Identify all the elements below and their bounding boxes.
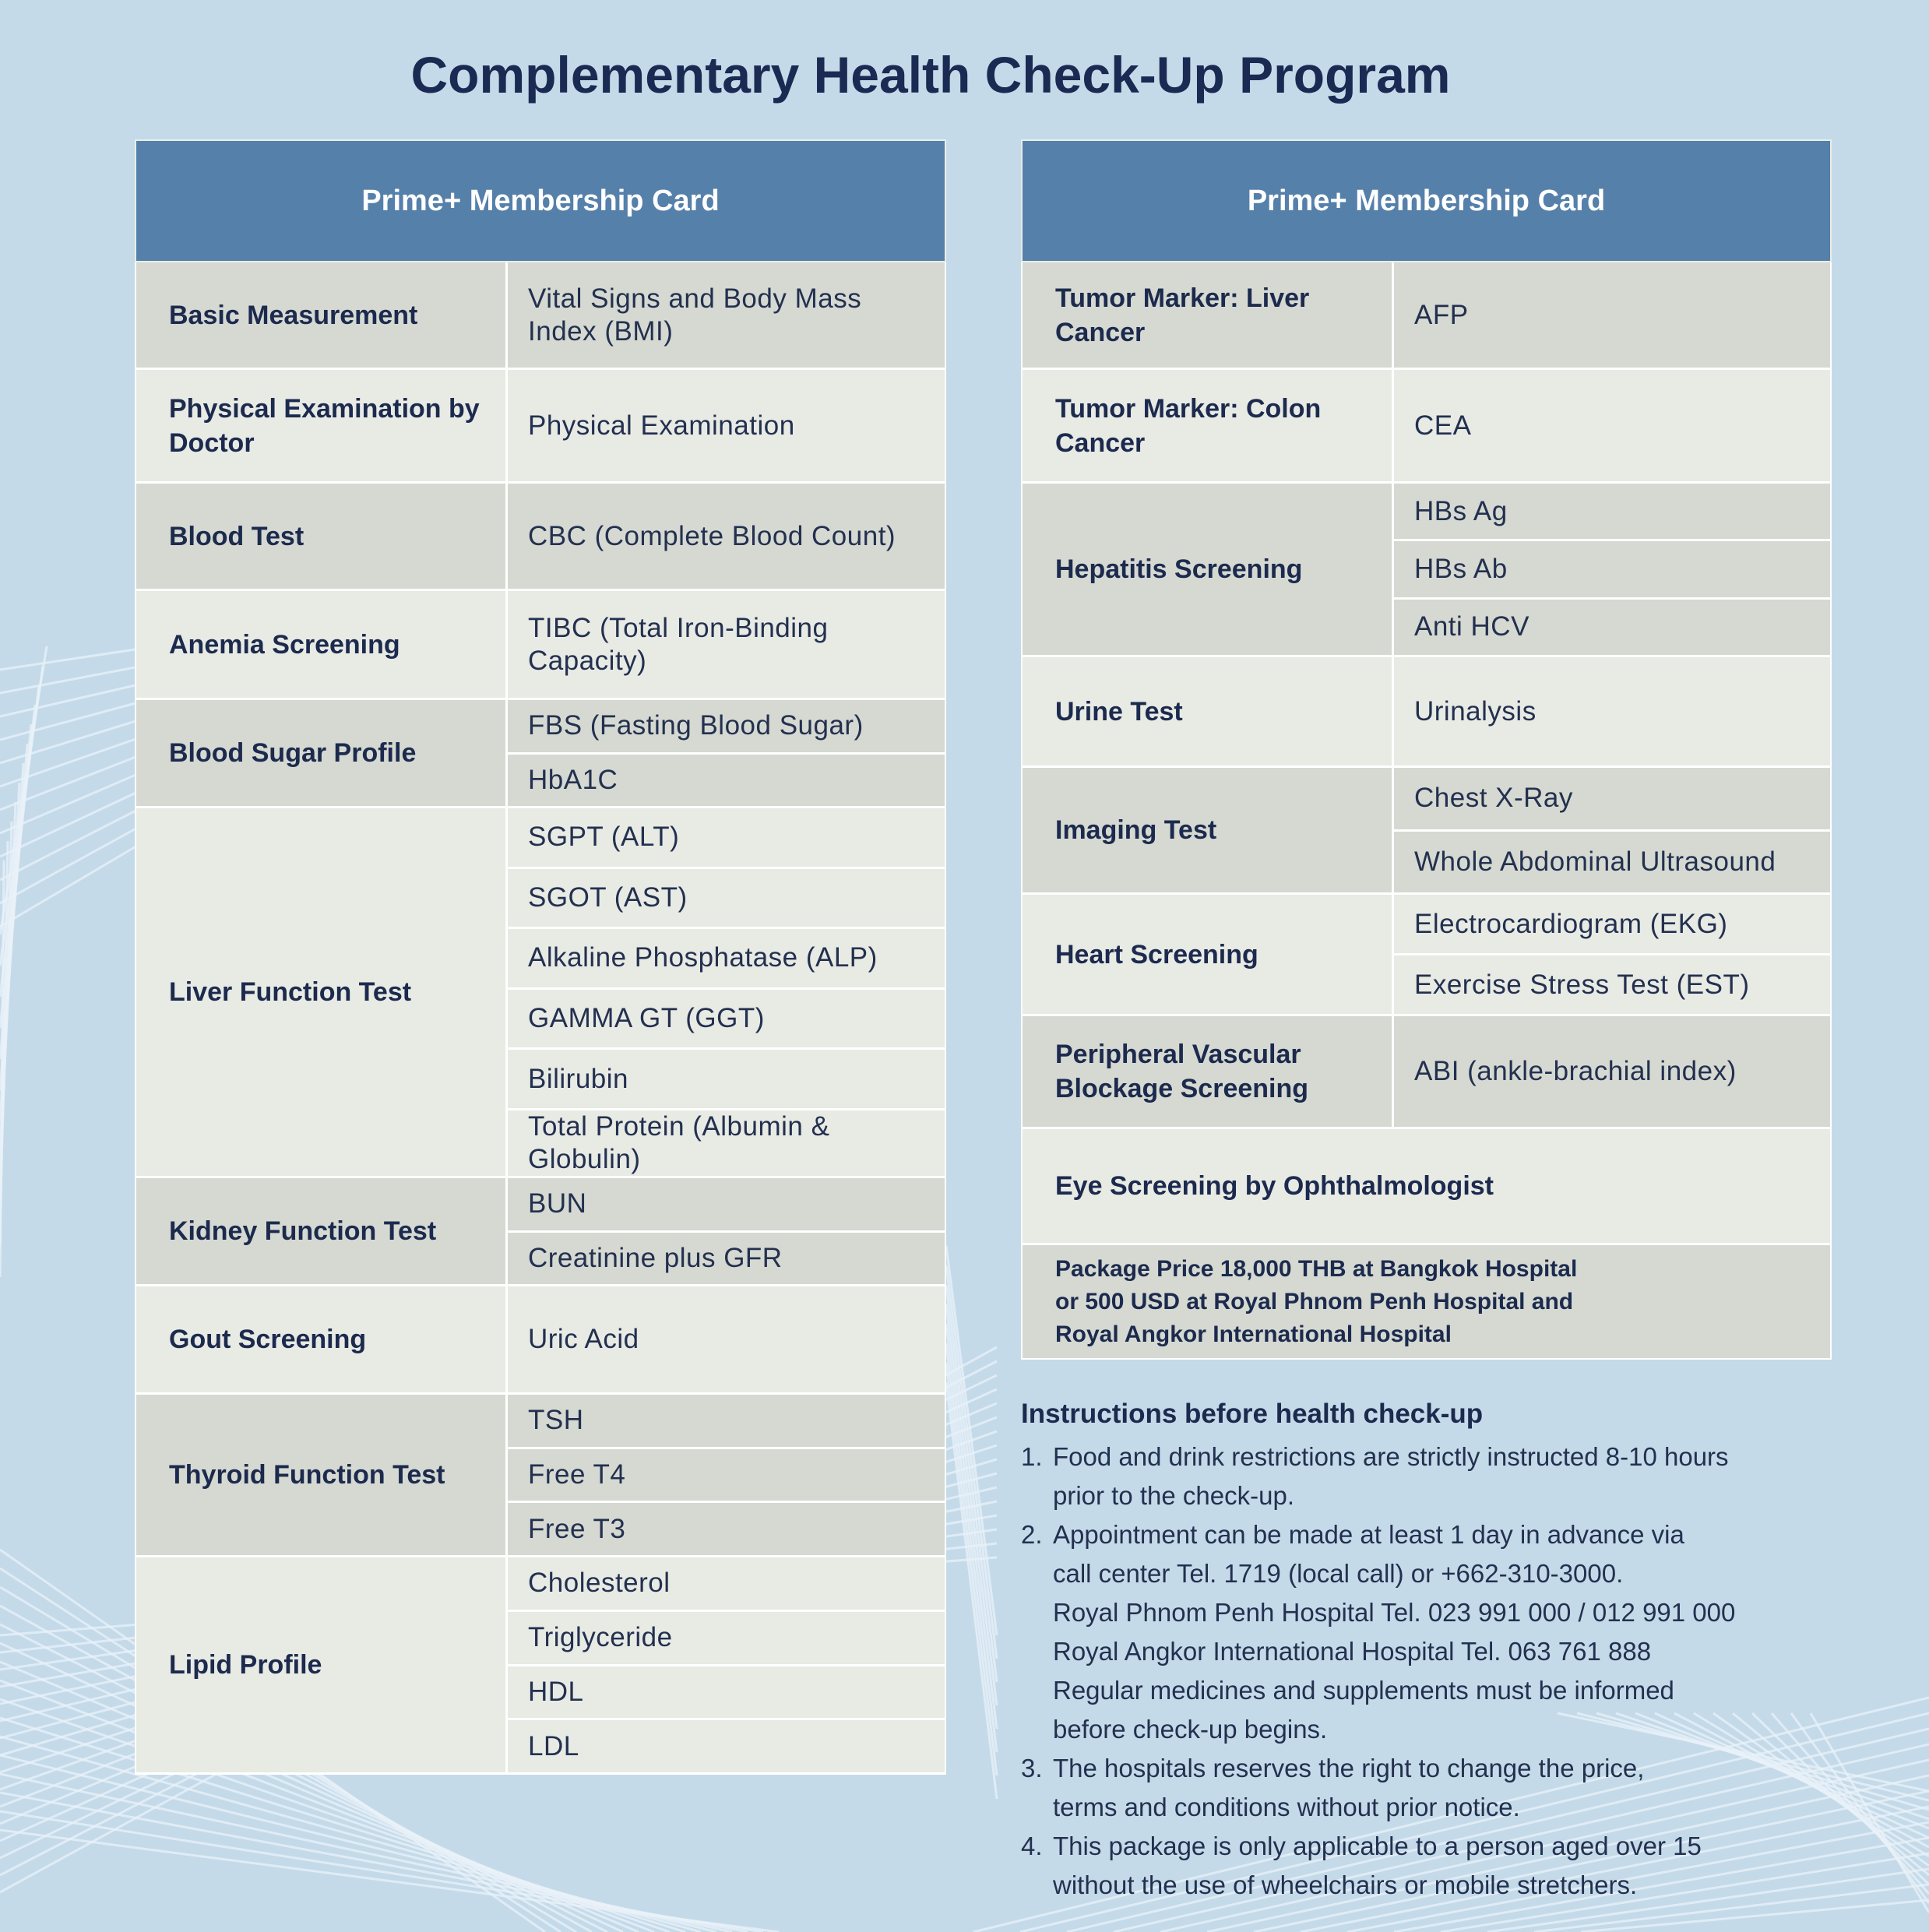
category-label: Tumor Marker: Colon Cancer — [1023, 370, 1394, 481]
test-item: TIBC (Total Iron-Binding Capacity) — [528, 612, 829, 676]
instruction-number: 4. — [1021, 1832, 1043, 1860]
eye-screening-label: Eye Screening by Ophthalmologist — [1055, 1171, 1494, 1201]
test-item: CBC (Complete Blood Count) — [528, 520, 896, 551]
table-row-heart-screening — [1021, 895, 1832, 1016]
table-row-anemia-screening — [135, 591, 946, 700]
category-label: Basic Measurement — [136, 262, 508, 368]
test-items — [508, 1286, 945, 1392]
table-row-tumor-marker-colon-cancer — [1021, 370, 1832, 484]
test-item: BUN — [508, 1178, 945, 1233]
test-item: LDL — [528, 1730, 579, 1761]
package-price-label: Package Price 18,000 THB at Bangkok Hospital or 500 USD at Royal Phnom Penh Hospital and Royal Angkor International Hospital — [1055, 1255, 1578, 1347]
test-items — [508, 1395, 945, 1555]
category-label: Blood Test — [136, 484, 508, 589]
page-title: Complementary Health Check-Up Program — [410, 46, 1451, 104]
category-label: Thyroid Function Test — [136, 1395, 508, 1555]
test-item: HbA1C — [528, 764, 618, 795]
test-items — [508, 262, 945, 368]
test-items — [508, 700, 945, 806]
category-label: Lipid Profile — [136, 1557, 508, 1772]
test-item: Alkaline Phosphatase (ALP) — [508, 929, 945, 990]
instructions-title: Instructions before health check-up — [1021, 1399, 1484, 1429]
test-item: FBS (Fasting Blood Sugar) — [508, 700, 945, 755]
test-item: Urinalysis — [1414, 695, 1537, 727]
instruction-number: 1. — [1021, 1442, 1043, 1471]
test-item: Creatinine plus GFR — [528, 1242, 783, 1273]
test-items — [1394, 657, 1830, 765]
test-items — [1394, 768, 1830, 892]
test-item: HBs Ag — [1394, 484, 1830, 541]
test-items — [1394, 262, 1830, 368]
test-item: TSH — [508, 1395, 945, 1449]
test-item: Whole Abdominal Ultrasound — [1414, 846, 1776, 877]
test-item: Uric Acid — [528, 1324, 639, 1354]
test-item: Free T4 — [508, 1449, 945, 1504]
table-row-physical-examination-by-doctor — [135, 370, 946, 484]
package-price-row — [1021, 1245, 1832, 1360]
test-item: HDL — [508, 1666, 945, 1721]
table-row-tumor-marker-liver-cancer — [1021, 262, 1832, 370]
table-row-imaging-test — [1021, 768, 1832, 895]
category-label: Anemia Screening — [136, 591, 508, 698]
instruction-item — [1021, 1749, 1862, 1827]
instruction-item — [1021, 1438, 1862, 1515]
table-row-gout-screening — [135, 1286, 946, 1395]
card-header: Prime+ Membership Card — [135, 139, 946, 262]
category-label: Heart Screening — [1023, 895, 1394, 1014]
instruction-item — [1021, 1827, 1862, 1905]
membership-card-right — [1021, 139, 1832, 1360]
test-item: ABI (ankle-brachial index) — [1414, 1056, 1737, 1086]
test-item: Triglyceride — [508, 1612, 945, 1666]
test-item: Chest X-Ray — [1394, 768, 1830, 832]
category-label: Urine Test — [1023, 657, 1394, 765]
test-item: SGOT (AST) — [508, 869, 945, 930]
test-items — [508, 1178, 945, 1284]
instructions — [1021, 1399, 1862, 1905]
table-row-liver-function-test — [135, 808, 946, 1178]
category-label: Physical Examination by Doctor — [136, 370, 508, 481]
category-label: Tumor Marker: Liver Cancer — [1023, 262, 1394, 368]
instruction-text: Appointment can be made at least 1 day in advance via call center Tel. 1719 (local call) or +662-310-3000. Royal Phnom Penh Hospital Tel. 023 991 000 / 012 991 000 Royal Angkor International Hospital Tel. 063 761 888 Regular medicines and supplements must be informed before check-up begins. — [1053, 1520, 1736, 1744]
table-row-hepatitis-screening — [1021, 484, 1832, 657]
category-label: Peripheral Vascular Blockage Screening — [1023, 1016, 1394, 1127]
category-label: Gout Screening — [136, 1286, 508, 1392]
card-rows — [135, 262, 946, 1775]
table-row-urine-test — [1021, 657, 1832, 768]
membership-card-left — [135, 139, 946, 1775]
instruction-number: 3. — [1021, 1754, 1043, 1782]
test-items — [508, 484, 945, 589]
test-item: Electrocardiogram (EKG) — [1394, 895, 1830, 955]
instruction-item — [1021, 1515, 1862, 1749]
test-item: Cholesterol — [508, 1557, 945, 1612]
instruction-text: This package is only applicable to a person aged over 15 without the use of wheelchairs or mobile stretchers. — [1053, 1832, 1702, 1899]
table-row-lipid-profile — [135, 1557, 946, 1775]
test-item: Physical Examination — [528, 410, 795, 441]
test-items — [508, 591, 945, 698]
instruction-number: 2. — [1021, 1520, 1043, 1549]
eye-screening-row — [1021, 1129, 1832, 1245]
test-item: Free T3 — [528, 1513, 626, 1544]
test-items — [1394, 370, 1830, 481]
table-row-blood-sugar-profile — [135, 700, 946, 808]
test-item: AFP — [1414, 299, 1469, 330]
test-item: HBs Ab — [1394, 541, 1830, 599]
card-rows — [1021, 262, 1832, 1129]
table-row-thyroid-function-test — [135, 1395, 946, 1557]
category-label: Kidney Function Test — [136, 1178, 508, 1284]
table-row-blood-test — [135, 484, 946, 591]
instruction-text: Food and drink restrictions are strictly instructed 8-10 hours prior to the check-up. — [1053, 1442, 1729, 1510]
table-row-basic-measurement — [135, 262, 946, 370]
test-items — [1394, 484, 1830, 655]
instruction-text: The hospitals reserves the right to change the price, terms and conditions without prior notice. — [1053, 1754, 1645, 1821]
category-label: Imaging Test — [1023, 768, 1394, 892]
test-item: GAMMA GT (GGT) — [508, 990, 945, 1050]
test-items — [1394, 1016, 1830, 1127]
test-item: SGPT (ALT) — [508, 808, 945, 869]
test-items — [508, 1557, 945, 1772]
test-item: CEA — [1414, 410, 1472, 441]
test-items — [508, 370, 945, 481]
test-item: Total Protein (Albumin & Globulin) — [528, 1110, 830, 1174]
test-items — [508, 808, 945, 1176]
category-label: Liver Function Test — [136, 808, 508, 1176]
test-items — [1394, 895, 1830, 1014]
instructions-list — [1021, 1438, 1862, 1905]
category-label: Blood Sugar Profile — [136, 700, 508, 806]
test-item: Anti HCV — [1414, 611, 1529, 642]
category-label: Hepatitis Screening — [1023, 484, 1394, 655]
test-item: Vital Signs and Body Mass Index (BMI) — [528, 283, 862, 347]
test-item: Exercise Stress Test (EST) — [1414, 969, 1750, 1000]
card-header: Prime+ Membership Card — [1021, 139, 1832, 262]
table-row-peripheral-vascular-blockage-screening — [1021, 1016, 1832, 1129]
table-row-kidney-function-test — [135, 1178, 946, 1286]
test-item: Bilirubin — [508, 1050, 945, 1110]
